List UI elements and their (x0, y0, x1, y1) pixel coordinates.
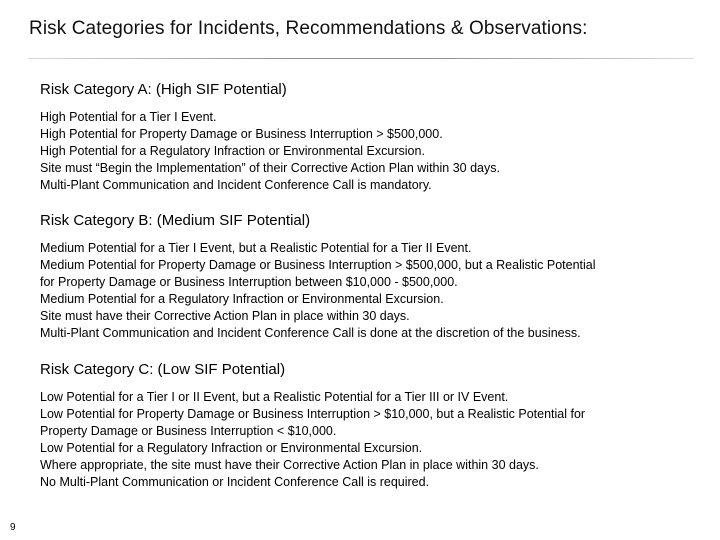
title-divider (28, 58, 694, 59)
category-c-line: Property Damage or Business Interruption < $10,000. (40, 424, 337, 438)
slide-title: Risk Categories for Incidents, Recommendations & Observations: (29, 18, 588, 39)
category-c-line: Where appropriate, the site must have their Corrective Action Plan in place within 30 days. (40, 458, 539, 472)
category-c-line: Low Potential for a Regulatory Infraction or Environmental Excursion. (40, 441, 423, 455)
risk-category-c (40, 361, 585, 491)
category-c-details (40, 389, 585, 491)
category-b-details (40, 240, 596, 342)
category-a-line: High Potential for a Regulatory Infraction or Environmental Excursion. (40, 144, 425, 158)
page-number: 9 (10, 522, 16, 533)
category-a-line: Site must “Begin the Implementation” of their Corrective Action Plan within 30 days. (40, 161, 500, 175)
category-b-line: Medium Potential for Property Damage or Business Interruption > $500,000, but a Realistic Potential (40, 258, 596, 272)
risk-category-a (40, 81, 500, 194)
category-c-line: Low Potential for Property Damage or Business Interruption > $10,000, but a Realistic Potential for (40, 407, 586, 421)
category-a-heading: Risk Category A: (High SIF Potential) (40, 81, 287, 98)
category-b-heading: Risk Category B: (Medium SIF Potential) (40, 212, 311, 229)
category-c-heading: Risk Category C: (Low SIF Potential) (40, 361, 286, 378)
category-b-line: for Property Damage or Business Interruption between $10,000 - $500,000. (40, 275, 458, 289)
category-a-line: Multi-Plant Communication and Incident Conference Call is mandatory. (40, 178, 432, 192)
category-b-line: Site must have their Corrective Action Plan in place within 30 days. (40, 309, 410, 323)
category-b-line: Medium Potential for a Tier I Event, but a Realistic Potential for a Tier II Event. (40, 241, 472, 255)
category-a-details (40, 109, 500, 194)
category-c-line: No Multi-Plant Communication or Incident Conference Call is required. (40, 475, 430, 489)
category-c-line: Low Potential for a Tier I or II Event, but a Realistic Potential for a Tier III or IV Event. (40, 390, 509, 404)
category-a-line: High Potential for a Tier I Event. (40, 110, 217, 124)
category-b-line: Multi-Plant Communication and Incident Conference Call is done at the discretion of the business. (40, 326, 581, 340)
category-a-line: High Potential for Property Damage or Business Interruption > $500,000. (40, 127, 443, 141)
risk-category-b (40, 212, 596, 342)
category-b-line: Medium Potential for a Regulatory Infraction or Environmental Excursion. (40, 292, 444, 306)
